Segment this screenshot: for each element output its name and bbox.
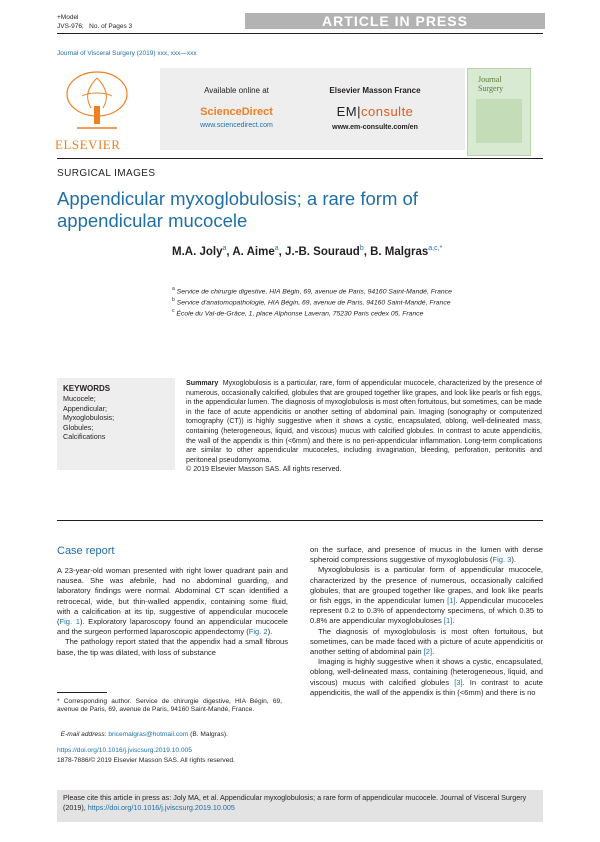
summary-label: Summary <box>186 379 219 387</box>
elsevier-tree-logo <box>57 68 137 148</box>
keyword: Mucocele; <box>63 394 96 403</box>
cover-title-line2: Surgery <box>478 84 504 93</box>
corresponding-author-note: * Corresponding author. Service de chirurgie digestive, HIA Bégin, 69, avenue de Paris, 69, avenue de Paris, 94160 Saint-Mandé, France. <box>57 698 282 714</box>
author-name[interactable]: M.A. Joly <box>172 245 223 258</box>
author-list: M.A. Joly$^a$, A. Aime$^a$, J.-B. Souraud$^b$, B. Malgras$^{a,c,*}$ <box>172 245 443 258</box>
issn-line: 1878-7886/© 2019 Elsevier Masson SAS. All rights reserved. <box>57 757 235 764</box>
affiliation: $^c$ École du Val-de-Grâce, 1, place Alphonse Laveran, 75230 Paris cedex 05, France <box>172 308 424 318</box>
paragraph: on the surface, and presence of mucus in the lumen with dense spheroid compressions suggestive of myxoglobulosis (Fig. 3). <box>310 545 543 565</box>
available-online-label: Available online at <box>204 86 269 95</box>
cover-image <box>476 99 522 143</box>
figure-link[interactable]: Fig. 1 <box>59 617 80 627</box>
body-column-left <box>57 566 288 658</box>
author-name[interactable]: A. Aime <box>232 245 275 258</box>
paragraph: The pathology report stated that the appendix had a small fibrous base, the tip was dilated, with loss of substance <box>57 637 288 657</box>
doi-link[interactable]: https://doi.org/10.1016/j.jviscsurg.2019.10.005 <box>57 747 192 754</box>
figure-link[interactable]: Fig. 2 <box>248 627 268 637</box>
keyword: Globules; <box>63 422 94 432</box>
reference-link[interactable]: [1] <box>447 596 456 606</box>
header-divider <box>57 33 543 34</box>
cover-title-line1: Journal <box>478 75 502 84</box>
section-heading: Case report <box>57 545 115 557</box>
citation-box: Please cite this article in press as: Joly MA, et al. Appendicular myxoglobulosis; a rare form of appendicular mucocele. Journal of Visceral Surgery (2019), https://doi.org/10.1016/j.jviscsurg.2019.10.005 <box>57 790 543 822</box>
journal-reference[interactable]: Journal of Visceral Surgery (2019) xxx, xxx—xxx <box>57 50 197 57</box>
publisher-banner <box>160 68 465 150</box>
elsevier-france-label: Elsevier Masson France <box>329 86 421 95</box>
article-in-press-banner: ARTICLE IN PRESS <box>245 13 545 29</box>
article-id: JVS-976; No. of Pages 3 <box>57 23 133 30</box>
affiliation: $^b$ Service d'anatomopathologie, HIA Bégin, 69, avenue de Paris, 94160 Saint-Mandé, France <box>172 297 451 307</box>
article-title: Appendicular myxoglobulosis; a rare form of appendicular mucocele <box>57 188 418 231</box>
section-label: SURGICAL IMAGES <box>57 168 156 179</box>
reference-link[interactable]: [1] <box>443 616 453 626</box>
keywords-box <box>57 378 175 470</box>
paragraph: The diagnosis of myxoglobulosis is most often fortuitous, but sometimes, can be made faced with a picture of acute appendicitis or another setting of abdominal pain [2]. <box>310 626 543 657</box>
citation-doi-link[interactable]: https://doi.org/10.1016/j.jviscsurg.2019.10.005 <box>87 802 235 812</box>
keyword: Myxoglobulosis; <box>63 413 115 422</box>
body-column-right <box>310 545 543 698</box>
banner-divider <box>57 158 543 159</box>
paragraph: A 23-year-old woman presented with right lower quadrant pain and nausea. She was afebrile, had no abdominal guarding, and laboratory findings were normal. Abdominal CT scan identified a retrocecal, wide, but thin-walled appendix, containing some fluid, with a calcification at its tip, suggestive of appendicular mucocele (Fig. 1). Exploratory laparoscopy found an appendicular mucocele and the surgeon performed laparoscopic appendectomy (Fig. 2). <box>57 566 289 637</box>
email-note: E-mail address: bricemalgras@hotmail.com (B. Malgras). <box>60 731 228 738</box>
summary-text: Myxoglobulosis is a particular, rare, form of appendicular mucocele, characterized by the presence of numerous, occasionally calcified, globules that are grouped together like grapes, and look like pearls or fish eggs, in the appendicular lumen. The diagnosis of myxoglobulosis is most often fortuitous, but sometimes, can be made in the face of acute appendicitis or another setting of abdominal pain. Imaging (sonography or computerized tomography (CT)) is highly suggestive when it shows a cystic, encapsulated, oblong, well-delineated mass, containing (heterogeneous, liquid, and viscous) mucus with calcified globules. In contrast to acute appendicitis, the wall of the appendix is thin (<6mm) and there is no peri-appendicular inflammation. Long-term complications are similar to other appendicular mucoceles, including invagination, bleeding, perforation, peritonitis and peritoneal pseudomyxoma. <box>186 379 542 464</box>
abstract-divider <box>57 520 543 521</box>
em-consulte-logo: EM|consulte <box>336 104 414 119</box>
reference-link[interactable]: [3] <box>454 677 463 687</box>
figure-link[interactable]: Fig. 3 <box>492 555 512 565</box>
email-link[interactable]: bricemalgras@hotmail.com <box>108 731 189 738</box>
keywords-title: KEYWORDS <box>63 384 111 393</box>
journal-cover-thumbnail <box>467 68 531 156</box>
author-name[interactable]: J.-B. Souraud <box>285 245 360 258</box>
keyword: Appendicular; <box>63 403 107 413</box>
elsevier-wordmark: ELSEVIER <box>55 137 121 152</box>
abstract <box>186 379 542 475</box>
footnote-divider <box>57 692 107 693</box>
sciencedirect-name[interactable]: ScienceDirect <box>200 106 273 118</box>
author-name[interactable]: B. Malgras <box>370 245 429 258</box>
sciencedirect-url[interactable]: www.sciencedirect.com <box>200 122 273 129</box>
paragraph: Myxoglobulosis is a particular form of appendicular mucocele, characterized by the presence of numerous, occasionally calcified globules, that are grouped together like grapes, and look like pearls or fish eggs, in the appendicular lumen [1]. Appendicular mucoceles represent 0.2 to 0.3% of appendectomy specimens, of which 0.35 to 0.8% are appendicular myxoglobuloses [1]. <box>310 565 543 626</box>
affiliation: $^a$ Service de chirurgie digestive, HIA Bégin, 69, avenue de Paris, 94160 Saint-Mandé, France <box>172 286 452 296</box>
reference-link[interactable]: [2] <box>423 647 433 657</box>
em-consulte-url[interactable]: www.em-consulte.com/en <box>332 124 418 131</box>
model-label: +Model <box>57 14 79 21</box>
paragraph: Imaging is highly suggestive when it shows a cystic, encapsulated, oblong, well-delineated mass, containing (heterogeneous, liquid, and viscous) mucus with calcified globules [3]. In contrast to acute appendicitis, the wall of the appendix is thin (<6mm) and there is no <box>310 657 543 697</box>
keyword: Calcifications <box>63 432 106 441</box>
summary-copyright: © 2019 Elsevier Masson SAS. All rights reserved. <box>186 465 342 474</box>
